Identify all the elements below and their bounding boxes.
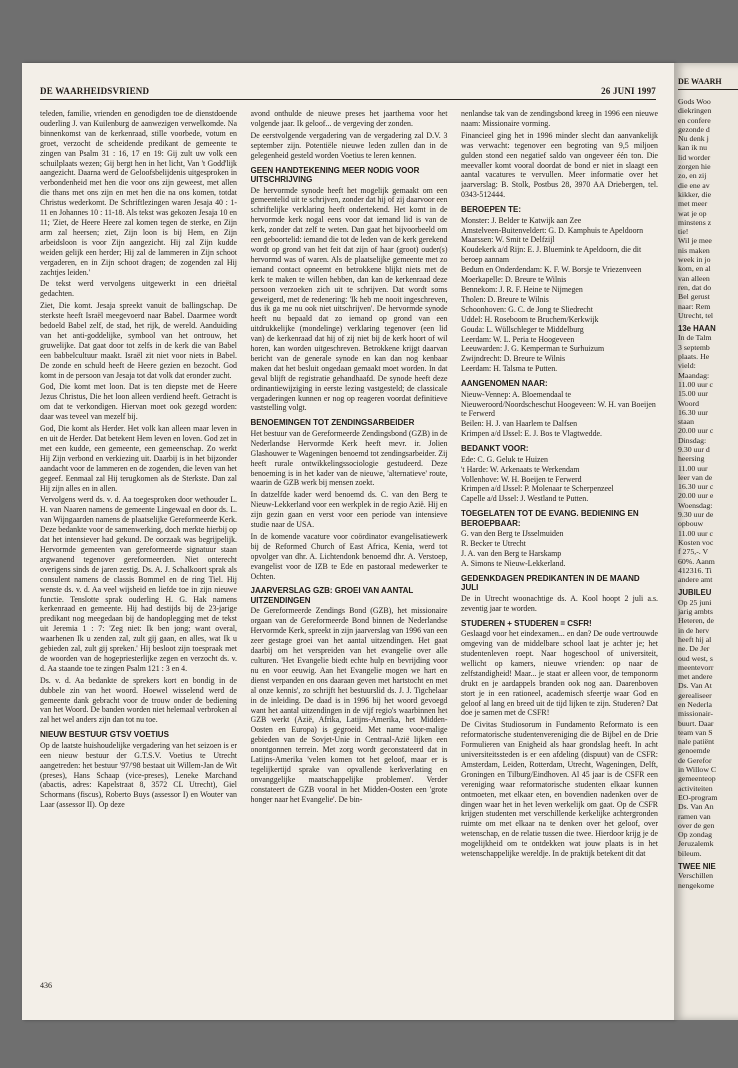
text-line: In de Talm [678, 333, 712, 343]
text-line: in Willow C [678, 765, 717, 775]
text-line: 20.00 uur c [678, 426, 714, 436]
issue-date: 26 JUNI 1997 [601, 86, 656, 96]
text-line: Maandag: [678, 370, 710, 380]
text-line: leer van de [678, 472, 713, 482]
list-item: Uddel: H. Roseboom te Bruchem/Kerkwijk [461, 314, 599, 324]
adjacent-page-text [678, 97, 738, 890]
text-line: lid worder [678, 152, 711, 162]
text-line: Jeruzalemk [678, 839, 714, 849]
list-item: Ede: C. G. Geluk te Huizen [461, 454, 548, 464]
text-line: 11.00 uur c [678, 379, 714, 389]
list-item: A. Simons te Nieuw-Lekkerland. [461, 558, 566, 568]
section-heading: BEDANKT VOOR: [461, 444, 529, 454]
list-item: Leerdam: H. Talsma te Putten. [461, 364, 558, 374]
list-item: 't Harde: W. Arkenaats te Werkendam [461, 464, 580, 474]
text-line: opbouw [678, 519, 704, 529]
text-line: Heteren, de [678, 616, 714, 626]
text-line: jarig ambts [678, 607, 713, 617]
column-2 [251, 109, 448, 969]
listing [461, 216, 658, 375]
section-heading: BENOEMINGEN TOT ZENDINGSARBEIDER [250, 418, 415, 428]
paragraph: Vervolgens werd ds. v. d. Aa toegesproken door wethouder L. H. van Naaren namens de gemeente Lingewaal en door ds. L. van Wijngaarden namens de plaatselijke Gereformeerde Kerk. Deze bedankte voor de samenwerking, doch merkte hierbij op dat het intensiever had gekund. De oorzaak was begrijpelijk. Hervormde gemeenten van gereformeerde signatuur staan argwanend tegenover gereformeerden. Niet onterecht overigens sinds de jaren zestig. Ds. A. J. Schalkoort sprak als consulent namens de classis Bommel en de ring Tiel. Hij wenste ds. v. d. Aa veel wijsheid en liefde toe in zijn nieuwe functie. Tenslotte sprak ouderling H. G. Hak namens kerkenraad en gemeente. Hij had destijds bij de 23-jarige predikant nog meegedaan bij de handoplegging met de tekst uit Jeremia 1 : 7: 'Zeg niet: Ik ben jong; want overal, waarhenen Ik u zenden zal, zult gij gaan, en alles, wat Ik u gebieden zal, zult gij spreken.' Hij besloot zijn toespraak met de woorden van de hogepriesterlijke zegen en verzocht ds. v. d. Aa staande toe te zingen Psalm 121 : 3 en 4. [40, 495, 237, 673]
text-line: Op 25 juni [678, 597, 712, 607]
text-line: plaats. He [678, 352, 710, 362]
column-1 [40, 109, 237, 969]
paragraph: Financieel ging het in 1996 minder slecht dan aanvankelijk was verwacht: tegenover een begroting van 9,5 miljoen gulden stond een negatief saldo van ongeveer één ton. Die meevaller komt vooral doordat de bond er niet in slaagt een aantal vacatures te vervullen. Meer informatie over het jaarverslag: B. Stolk, Postbus 28, 3970 AA Driebergen, tel. 0343-512444. [461, 130, 658, 200]
text-line: nis maken [678, 245, 710, 255]
text-line: 9.30 uur de [678, 510, 714, 520]
text-line: Wil je mee [678, 236, 712, 246]
list-item: Moerkapelle: D. Breure te Wilnis [461, 275, 567, 285]
text-line: 412316. Ti [678, 565, 712, 575]
text-line: kom, en al [678, 264, 711, 274]
text-line: naar: Rem [678, 301, 711, 311]
section-heading: JUBILEU [678, 588, 712, 598]
section-heading: GEDENKDAGEN PREDIKANTEN IN DE MAAND JULI [461, 573, 640, 593]
text-line: 20.00 uur e [678, 491, 714, 501]
section-heading: GEEN HANDTEKENING MEER NODIG VOOR UITSCHRIJVING [250, 165, 420, 185]
list-item: Krimpen a/d IJssel: E. J. Bos te Vlagtwedde. [461, 429, 602, 439]
text-line: 9.30 uur d [678, 444, 710, 454]
text-line: oud west, s [678, 653, 713, 663]
text-line: Ds. Van An [678, 802, 714, 812]
text-line: gerealiseer [678, 690, 712, 700]
paragraph: In datzelfde kader werd benoemd ds. C. van den Berg te Nieuw-Lekkerland voor een werkplek in de regio Azië. Hij en zijn gezin gaan en verst voor een periode van intensieve studie naar de USA. [250, 490, 448, 530]
text-line: de Gerefor [678, 755, 712, 765]
paragraph: De eerstvolgende vergadering van de vergadering zal D.V. 3 september zijn. Potentiële nieuwe leden zullen dan in de gelegenheid gesteld worden Voetius te leren kennen. [250, 130, 448, 160]
paragraph: God, Die komt als Herder. Het volk kan alleen maar leven in en uit de Herder. Dat betekent Hem leven en loven. God zet in met een kudde, een gemeente, een gemeenschap. Zo werkt Hij Zijn verbond en verkiezing uit. Daarbij is in het bijzonder aandacht voor de lammeren en de zogenden, die leven van het gegeef. Eenmaal zal Hij terugkomen als de Sterkste. Dan zal Hij zijn alles en in allen. [40, 424, 237, 493]
list-item: Zwijndrecht: D. Breure te Wilnis [461, 354, 566, 364]
text-line: staan [678, 417, 695, 427]
text-line: buurt. Daar [678, 718, 714, 728]
text-line: 16.30 uur c [678, 482, 714, 492]
list-item: Leerdam: W. L. Peria te Hoogeveen [461, 334, 575, 344]
text-line: met meer [678, 199, 708, 209]
running-header [40, 85, 656, 100]
text-line: Kosten voc [678, 537, 714, 547]
text-line: kikker, die [678, 189, 712, 199]
text-line: minstens z [678, 217, 712, 227]
section-heading: STUDEREN + STUDEREN = CSFR! [461, 618, 592, 628]
list-item: Koudekerk a/d Rijn: E. J. Bluemink te Apeldoorn, die dit beroep aannam [461, 245, 642, 265]
text-line: vield: [678, 361, 696, 371]
section-heading: JAARVERSLAG GZB: GROEI VAN AANTAL UITZENDINGEN [250, 586, 414, 605]
section-heading: BEROEPEN TE: [461, 205, 522, 215]
column-3 [461, 109, 658, 969]
text-line: nale patiënt [678, 737, 715, 747]
section-heading: TOEGELATEN TOT DE EVANG. BEDIENING EN BEROEPBAAR: [461, 509, 639, 528]
text-line: gezonde d [678, 124, 710, 134]
adjacent-page-header: DE WAARH [678, 77, 738, 90]
text-line: 11.00 uur c [678, 528, 714, 538]
text-line: en confere [678, 115, 711, 125]
text-line: activiteiten [678, 783, 713, 793]
list-item: Krimpen a/d IJssel: P. Molenaar te Scherpenzeel [461, 484, 614, 494]
text-line: 3 septemb [678, 342, 710, 352]
text-line: meentevorr [678, 662, 714, 672]
text-line: bileum. [678, 848, 702, 858]
text-line: die ene av [678, 180, 710, 190]
text-line: f 275,-. V [678, 547, 709, 557]
text-line: 11.00 uur [678, 463, 708, 473]
text-line: zo, en zij [678, 171, 707, 181]
text-line: met andere [678, 672, 713, 682]
text-line: EO-program [678, 792, 718, 802]
text-line: Op zondag [678, 830, 712, 840]
paragraph: teleden, familie, vrienden en genodigden toe de dienstdoende ouderling J. van Kuilenburg de aanwezigen verwelkomde. Na binnenkomst van de kerkenraad, stille voorbede, votum en groet, verzocht de scheidende predikant de gemeente te zingen van Psalm 31 : 16, 17 en 19: Gij zult uw volk een schuilplaats wezen; Gij bergt hen in het licht, Van 't Godd'lijk aangezicht. Daarna werd de Geloofsbelijdenis uitgesproken in verbondenheid met hen die voor ons zijn geweest, met allen die thans met ons zijn en met hen die na ons komen, totdat Christus wederkomt. De Schriftlezingen waren Jesaja 40 : 1-11 en Johannes 10 : 11-18. Als tekst was gekozen Jesaja 10 en 11; 'Ziet, de Heere Heere zal komen tegen de sterke, en Zijn arm zal heersen; ziet, Zijn loon is bij Hem, en Zijn arbeidsloon is voor Zijn aangezicht. Hij zal Zijn kudde weiden gelijk een herder; Hij zal de lammeren in Zijn schoot vergaderen, en in Zijn schoot dragen; de zogenden zal Hij zachtjes leiden.' [40, 109, 237, 277]
text-line: diekringen [678, 106, 712, 116]
text-line: ren, dat do [678, 282, 712, 292]
list-item: Maarssen: W. Smit te Delfzijl [461, 235, 555, 245]
paragraph: De in Utrecht woonachtige ds. A. Kool hoopt 2 juli a.s. zeventig jaar te worden. [461, 593, 658, 613]
text-line: in de herv [678, 625, 710, 635]
paragraph: nenlandse tak van de zendingsbond kreeg in 1996 een nieuwe naam: Missionaire vorming. [461, 109, 658, 128]
paragraph: God, Die komt met loon. Dat is ten diepste met de Heere Jezus Christus, Die het loon alleen verdiend heeft. Getracht is om dat te verkondigen. Hiervan moet ook gezegd worden: daar was teveel van mezelf bij. [40, 382, 237, 422]
text-line: tie! [678, 227, 689, 237]
text-line: Nu denk j [678, 134, 709, 144]
text-line: missionair- [678, 709, 713, 719]
text-line: 15.00 uur [678, 389, 708, 399]
paragraph: Geslaagd voor het eindexamen... en dan? De oude vertrouwde omgeving van de middelbare school laat je achter je; het studentenleven roept. Naar hogeschool of universiteit, wellicht op kamers, nieuwe vrienden: op naar de zelfstandigheid! Maar... je staat er alleen voor, de temponorm drukt en je aardappels branden ook nog aan. Daarenboven stort je in een rationeel, academisch sfeertje waar God en geloof al lang en breed uit de tijd lijken te zijn. Studeren? Dat doe je samen met de CSFR! [461, 629, 658, 718]
list-item: Amstelveen-Buitenveldert: G. D. Kamphuis te Apeldoorn [461, 225, 644, 235]
text-line: Verschillen [678, 871, 714, 881]
listing [461, 390, 658, 440]
section-heading: TWEE NIE [678, 862, 716, 872]
text-line: ramen van [678, 811, 711, 821]
text-line: heersing [678, 454, 705, 464]
text-line: 16.30 uur [678, 407, 708, 417]
paragraph: Op de laatste huishoudelijke vergadering van het seizoen is er een nieuw bestuur der G.T.S.V. Voetius te Utrecht aangetreden: het bestuur '97/'98 bestaat uit Willem-Jan de Wit (preses), Hans Schaap (vice-preses), Leneke Marchand (abactis, adres: Kapelstraat 8, 3572 CL Utrecht), Giel Schormans (fiscus), Roberto Buys (assessor I) en Wouter van Laar (assessor II). Op deze [40, 740, 237, 810]
text-line: Woensdag: [678, 500, 713, 510]
list-item: Gouda: L. Wüllschleger te Middelburg [461, 324, 584, 334]
list-item: Leeuwarden: J. G. Kemperman te Surhuizum [461, 344, 605, 354]
list-item: Schoonhoven: G. C. de Jong te Sliedrecht [461, 304, 593, 314]
text-line: kan ik nu [678, 143, 708, 153]
text-line: Ds. Van At [678, 681, 712, 691]
list-item: Vollenhove: W. H. Boeijen te Ferwerd [461, 474, 582, 484]
magazine-title: DE WAARHEIDSVRIEND [40, 86, 150, 96]
text-line: over de gen [678, 820, 715, 830]
paragraph: De Civitas Studiosorum in Fundamento Reformato is een reformatorische studentenvereniging die de Bijbel en de Drie Formulieren van Enigheid als haar grondslag heeft. In acht universiteitssteden is er een afdeling (dispuut) van de CSFR: Amsterdam, Leiden, Rotterdam, Utrecht, Wageningen, Delft, Groningen en Tilburg/Eindhoven. Al 45 jaar is de CSFR een vereniging waar reformatorische studenten elkaar kunnen ontmoeten, met elkaar eten, en bovendien nadenken over de dingen waar het in het leven werkelijk om gaat. Op de CSFR krijgen studenten met verschillende kerkelijke achtergronden ruimte om met elkaar na te denken over het geloof, over wetenschap, en de relatie tussen die twee. Hierdoor krijg je de mogelijkheid om te ontdekken wat jouw plaats is in het wetenschappelijke wereldje. In de praktijk betekent dit dat [461, 720, 658, 859]
section-heading: 13e HAAN [678, 324, 716, 334]
text-line: Gods Woo [678, 97, 711, 106]
list-item: Nieuw-Vennep: A. Bloemendaal te Nieuweroord/Noordscheschut Hoogeveen: W. H. van Boeijen te Ferwerd [461, 389, 656, 419]
paragraph: De hervormde synode heeft het mogelijk gemaakt om een gemeentelid uit te schrijven, zonder dat hij of zij daarvoor een schriftelijke verklaring heeft ondertekend. Het komt in de hervormde kerk nogal eens voor dat iemand lid is van de kerk, zonder dat zelf te weten. Dan gaat het bijvoorbeeld om een geboortelid: iemand die tot de leden van de kerk gerekend wordt op grond van het feit dat zijn of haar (groot) ouder(s) hervormd was of waren. Als de plaatselijke gemeente met zo iemand contact opneemt en betrokkene blijkt niets met de kerk te maken te willen hebben, dan kan de kerkenraad deze persoon verzoeken zich uit te schrijven. Dat wordt soms geweigerd, met de redenering: 'Ik heb me nooit ingeschreven, dus ik ga me nu ook niet uitschrijven'. De hervormde synode heeft nu bepaald dat zo iemand op grond van een uitdrukkelijke (mondelinge) verklaring tegenover (een lid van) de kerkenraad dat hij of zij niet bij de kerk hoort of wil horen, kan worden uitgeschreven. Betrokkene krijgt daarvan bericht van de generale synode en kan dan nog kenbaar maken dat het besluit ongedaan gemaakt moet worden. In dat geval blijft de registratie gehandhaafd. De synode heeft deze ordinantiewijziging in eerste lezing vastgesteld; de classicale vergaderingen kunnen er nog op reageren voordat definitieve vaststelling volgt. [250, 185, 448, 413]
text-line: en Nederla [678, 700, 712, 709]
text-line: zorgen hie [678, 162, 711, 172]
text-line: gemeenteop [678, 774, 716, 784]
text-line: van alleen [678, 273, 710, 283]
text-line: ne. De Jer [678, 644, 710, 654]
text-line: Dinsdag: [678, 435, 707, 445]
list-item: G. van den Berg te IJsselmuiden [461, 529, 564, 539]
text-line: week in jo [678, 255, 711, 265]
section-heading: AANGENOMEN NAAR: [461, 379, 548, 389]
text-line: Woord [678, 398, 700, 408]
list-item: Bedum en Onderdendam: K. F. W. Borsje te Vriezenveen [461, 265, 642, 275]
text-line: wat je op [678, 208, 707, 218]
page-number: 436 [40, 981, 52, 990]
article-columns [40, 109, 658, 969]
listing [461, 455, 658, 505]
text-line: heeft hij al [678, 634, 712, 644]
text-line: 60%. Aanm [678, 556, 715, 566]
paragraph: Ziet, Die komt. Jesaja spreekt vanuit de ballingschap. De sterkste heeft Israël meegevoerd naar Babel. Daarmee wordt bedoeld Babel zelf, de stad, het rijk, de wereld. Aanduiding van het anti-goddelijke, symbool van het ontrouw, het gruwelijke. Dat gaat door tot zelfs in de kerk die van Babel een babbelcultuur maakt. Israël zit niet voor niets in Babel. De zonde en schuld heeft de Heere gezien en bezocht. God komt in de persoon van Jesaja tot dat volk dat eronder zucht. [40, 301, 237, 380]
paragraph: avond onthulde de nieuwe preses het jaarthema voor het volgende jaar. Ik geloof... de vergeving der zonden. [250, 109, 448, 128]
adjacent-page [674, 63, 738, 1020]
text-line: Bel gerust [678, 292, 710, 302]
list-item: Tholen: D. Breure te Wilnis [461, 294, 549, 304]
text-line: team van S [678, 727, 713, 737]
paragraph: In de komende vacature voor coördinator evangelisatiewerk bij de Reformed Church of East Africa, Kenia, werd tot opvolger van dhr. A. Lichtendonk benoemd dhr. A. Verstoep, evangelist voor de IZB te Ede en pastoraal medewerker te Ochten. [250, 531, 448, 581]
text-line: nengekome [678, 880, 714, 890]
section-heading: NIEUW BESTUUR GTSV VOETIUS [40, 730, 169, 740]
paragraph: Ds. v. d. Aa bedankte de sprekers kort en bondig in de dubbele zin van het woord. Hoewel wisselend werd de gemeente dank gebracht voor de trouw onder de bediening van het Woord. De banden worden niet helemaal verbroken al zal het wel anders zijn dan tot nu toe. [40, 675, 237, 725]
list-item: Monster: J. Belder te Katwijk aan Zee [461, 215, 582, 225]
magazine-page [22, 63, 674, 1020]
list-item: J. A. van den Berg te Harskamp [461, 549, 562, 559]
listing [461, 529, 658, 569]
paragraph: De Gereformeerde Zendings Bond (GZB), het missionaire orgaan van de Gereformeerde Bond binnen de Nederlandse Hervormde Kerk, spreekt in zijn jaarverslag van 1996 van een zeer gestage groei van het aantal uitzendingen. Het gaat daarbij om het verspreiden van het evangelie over alle culturen. 'Het Evangelie biedt echte hulp en bevrijding voor nu en voor eeuwig. Aan het Evangelie mogen we hart en dienst verpanden en ons daaraan geven met hartstocht en met al onze kennis', zo schrijft het bestuurslid ds. J. J. Tigchelaar in de inleiding. De daad is in 1996 bij het woord gevoegd want het aantal uitzendingen in de vijf regio's waarbinnen het GZB werkt (Azië, Afrika, Latijns-Amerika, het Midden-Oosten en Europa) is gegroeid. Met name voor-malige gebieden van de Sovjet-Unie in Centraal-Azië lijken een onontgonnen terrein. Met zorg wordt geconstateerd dat in Latijns-Amerika 'velen komen tot het geloof, maar er is tegelijkertijd sprake van opvallende kerkverlating en onvanggelijke maatschappelijke problemen'. Verder constateert de GZB vooral in het Midden-Oosten een 'grote honger naar het Evangelie'. De bin- [250, 606, 448, 804]
list-item: Beilen: H. J. van Haarlem te Dalfsen [461, 419, 578, 429]
text-line: genoemde [678, 746, 711, 756]
list-item: Bennekom: J. R. F. Heine te Nijmegen [461, 285, 583, 294]
list-item: R. Becker te Utrecht [461, 539, 526, 549]
paragraph: De tekst werd vervolgens uitgewerkt in een drieëtal gedachten. [40, 279, 237, 299]
text-line: Utrecht, tel [678, 310, 714, 320]
paragraph: Het bestuur van de Gereformeerde Zendingsbond (GZB) in de Nederlandse Hervormde Kerk heeft mevr. ir. Jolien Glashouwer te Wageningen benoemd tot zendingsarbeider. Zij heeft rurale ontwikkelingssociologie gestudeerd. Deze benoeming is in het kader van de nieuwe, 'alternatieve' route, waarin de GZB werk bij mensen zoekt. [250, 428, 448, 488]
list-item: Capelle a/d IJssel: J. Westland te Putten. [461, 494, 589, 504]
text-line: andere amt [678, 575, 713, 585]
